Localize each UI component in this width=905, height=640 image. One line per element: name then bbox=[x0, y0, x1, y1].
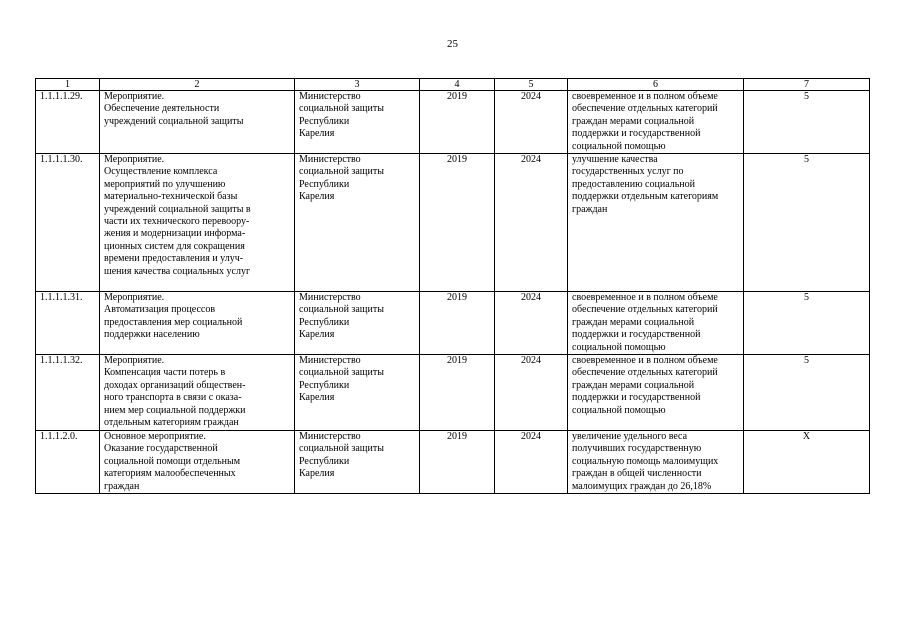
expected-result-line: своевременное и в полном объеме bbox=[572, 355, 718, 367]
column-header: 3 bbox=[295, 79, 420, 91]
executor-line: Карелия bbox=[299, 191, 335, 203]
executor-line: Карелия bbox=[299, 329, 335, 341]
expected-result-line: своевременное и в полном объеме bbox=[572, 292, 718, 304]
indicator-number: 5 bbox=[804, 91, 809, 102]
end-year: 2024 bbox=[521, 154, 541, 166]
start-year-cell bbox=[420, 292, 495, 355]
expected-result-line: социальной помощью bbox=[572, 404, 666, 416]
measure-code: 1.1.1.2.0. bbox=[40, 431, 78, 443]
expected-result-line: поддержки отдельным категориям bbox=[572, 191, 719, 203]
measure-code: 1.1.1.1.30. bbox=[40, 154, 83, 166]
indicator-cell bbox=[744, 154, 870, 292]
measure-name-line: поддержки населению bbox=[104, 329, 200, 341]
expected-result-line: государственных услуг по bbox=[572, 166, 684, 178]
expected-result-line: граждан мерами социальной bbox=[572, 379, 695, 391]
expected-result-line: поддержки и государственной bbox=[572, 128, 701, 140]
measure-name-line: граждан bbox=[104, 480, 140, 492]
measure-name-line: учреждений социальной защиты в bbox=[104, 203, 251, 215]
indicator-number: Х bbox=[802, 431, 811, 443]
column-header: 7 bbox=[744, 79, 870, 91]
executor-line: Карелия bbox=[299, 468, 335, 480]
measure-name-line: времени предоставления и улуч- bbox=[104, 253, 244, 265]
table-row bbox=[36, 154, 870, 292]
executor-line: Министерство bbox=[299, 355, 361, 367]
executor-cell bbox=[295, 431, 420, 494]
start-year-cell bbox=[420, 431, 495, 494]
measure-name-line: шения качества социальных услуг bbox=[104, 265, 251, 277]
expected-result-cell bbox=[568, 91, 744, 154]
end-year: 2024 bbox=[521, 355, 541, 367]
expected-result-line: социальной помощью bbox=[572, 140, 666, 152]
end-year-cell bbox=[495, 355, 568, 431]
measure-name-line: Обеспечение деятельности bbox=[104, 103, 220, 115]
table-row bbox=[36, 91, 870, 154]
expected-result-line: обеспечение отдельных категорий bbox=[572, 304, 718, 316]
executor-line: социальной защиты bbox=[299, 103, 384, 115]
measure-code-cell bbox=[36, 292, 100, 355]
executor-line: Карелия bbox=[299, 128, 335, 140]
indicator-cell bbox=[744, 91, 870, 154]
measure-name-line: Автоматизация процессов bbox=[104, 304, 216, 316]
expected-result-cell bbox=[568, 292, 744, 355]
start-year: 2019 bbox=[447, 91, 467, 102]
expected-result-line: получивших государственную bbox=[572, 443, 702, 455]
executor-line: Республики bbox=[299, 455, 350, 467]
measure-name-cell bbox=[100, 292, 295, 355]
indicator-number: 5 bbox=[804, 292, 809, 304]
end-year-cell bbox=[495, 91, 568, 154]
executor-line: социальной защиты bbox=[299, 367, 384, 379]
end-year: 2024 bbox=[521, 292, 541, 304]
executor-line: Министерство bbox=[299, 292, 361, 304]
end-year-cell bbox=[495, 292, 568, 355]
executor-line: Республики bbox=[299, 115, 350, 127]
measure-name-cell bbox=[100, 431, 295, 494]
indicator-cell bbox=[744, 292, 870, 355]
measure-code-cell bbox=[36, 154, 100, 292]
measure-name-cell bbox=[100, 154, 295, 292]
start-year: 2019 bbox=[447, 154, 467, 166]
measure-name-line: отдельным категориям граждан bbox=[104, 417, 239, 429]
expected-result-line: улучшение качества bbox=[572, 154, 658, 166]
indicator-number: 5 bbox=[804, 355, 809, 367]
executor-line: Министерство bbox=[299, 431, 361, 443]
measure-name-line: предоставления мер социальной bbox=[104, 316, 243, 328]
column-header: 5 bbox=[495, 79, 568, 91]
start-year-cell bbox=[420, 154, 495, 292]
measure-code-cell bbox=[36, 91, 100, 154]
measure-name-line: категориям малообеспеченных bbox=[104, 468, 236, 480]
table-row bbox=[36, 431, 870, 494]
expected-result-line: граждан в общей численности bbox=[572, 468, 702, 480]
page-number: 25 bbox=[447, 38, 458, 50]
executor-line: социальной защиты bbox=[299, 166, 384, 178]
measure-name-line: Компенсация части потерь в bbox=[104, 367, 226, 379]
expected-result-cell bbox=[568, 154, 744, 292]
start-year-cell bbox=[420, 91, 495, 154]
expected-result-line: граждан мерами социальной bbox=[572, 316, 695, 328]
measure-name-line: Мероприятие. bbox=[104, 355, 165, 367]
executor-line: социальной защиты bbox=[299, 304, 384, 316]
column-header: 4 bbox=[420, 79, 495, 91]
expected-result-line: предоставлению социальной bbox=[572, 178, 695, 190]
executor-cell bbox=[295, 154, 420, 292]
measure-name-cell bbox=[100, 91, 295, 154]
table-header-row bbox=[36, 79, 870, 91]
executor-line: социальной защиты bbox=[299, 443, 384, 455]
executor-cell bbox=[295, 355, 420, 431]
measure-name-line: Мероприятие. bbox=[104, 91, 165, 102]
expected-result-line: обеспечение отдельных категорий bbox=[572, 367, 718, 379]
indicator-number: 5 bbox=[804, 154, 809, 166]
indicator-cell bbox=[744, 355, 870, 431]
column-header: 1 bbox=[36, 79, 100, 91]
column-header: 6 bbox=[568, 79, 744, 91]
expected-result-line: своевременное и в полном объеме bbox=[572, 91, 718, 102]
measure-name-line: материально-технической базы bbox=[104, 191, 238, 203]
end-year: 2024 bbox=[521, 91, 541, 102]
table-row bbox=[36, 355, 870, 431]
measure-name-line: Осуществление комплекса bbox=[104, 166, 218, 178]
expected-result-line: обеспечение отдельных категорий bbox=[572, 103, 718, 115]
executor-line: Министерство bbox=[299, 91, 361, 102]
executor-line: Карелия bbox=[299, 392, 335, 404]
measure-code-cell bbox=[36, 355, 100, 431]
measure-code: 1.1.1.1.29. bbox=[40, 91, 83, 102]
measure-name-line: доходах организаций обществен- bbox=[104, 379, 246, 391]
measure-code: 1.1.1.1.32. bbox=[40, 355, 83, 367]
expected-result-line: малоимущих граждан до 26,18% bbox=[572, 480, 712, 492]
measure-name-line: Оказание государственной bbox=[104, 443, 218, 455]
measure-name-line: Мероприятие. bbox=[104, 292, 165, 304]
measure-name-line: нием мер социальной поддержки bbox=[104, 404, 246, 416]
executor-line: Республики bbox=[299, 379, 350, 391]
indicator-cell bbox=[744, 431, 870, 494]
start-year-cell bbox=[420, 355, 495, 431]
measure-name-line: Мероприятие. bbox=[104, 154, 165, 166]
measure-code: 1.1.1.1.31. bbox=[40, 292, 83, 304]
measure-name-line: социальной помощи отдельным bbox=[104, 455, 241, 467]
start-year: 2019 bbox=[447, 355, 467, 367]
expected-result-line: поддержки и государственной bbox=[572, 329, 701, 341]
expected-result-cell bbox=[568, 355, 744, 431]
measure-name-line: ционных систем для сокращения bbox=[104, 240, 245, 252]
measure-name-line: Основное мероприятие. bbox=[104, 431, 206, 443]
executor-line: Республики bbox=[299, 178, 350, 190]
start-year: 2019 bbox=[447, 292, 467, 304]
table-row bbox=[36, 292, 870, 355]
executor-cell bbox=[295, 91, 420, 154]
start-year: 2019 bbox=[447, 431, 467, 443]
measure-name-line: части их технического перевоору- bbox=[104, 216, 250, 228]
expected-result-line: социальную помощь малоимущих bbox=[572, 455, 719, 467]
expected-result-line: граждан bbox=[572, 203, 608, 215]
expected-result-line: поддержки и государственной bbox=[572, 392, 701, 404]
measure-code-cell bbox=[36, 431, 100, 494]
measure-name-line: учреждений социальной защиты bbox=[104, 115, 244, 127]
end-year: 2024 bbox=[521, 431, 541, 443]
expected-result-line: социальной помощью bbox=[572, 341, 666, 353]
end-year-cell bbox=[495, 154, 568, 292]
executor-line: Министерство bbox=[299, 154, 361, 166]
measure-name-line: мероприятий по улучшению bbox=[104, 178, 226, 190]
measure-name-line: жения и модернизации информа- bbox=[104, 228, 246, 240]
column-header: 2 bbox=[100, 79, 295, 91]
end-year-cell bbox=[495, 431, 568, 494]
measure-name-cell bbox=[100, 355, 295, 431]
executor-line: Республики bbox=[299, 316, 350, 328]
measure-name-line: ного транспорта в связи с оказа- bbox=[104, 392, 242, 404]
program-table bbox=[35, 78, 870, 494]
expected-result-line: граждан мерами социальной bbox=[572, 115, 695, 127]
expected-result-cell bbox=[568, 431, 744, 494]
executor-cell bbox=[295, 292, 420, 355]
expected-result-line: увеличение удельного веса bbox=[572, 431, 688, 443]
